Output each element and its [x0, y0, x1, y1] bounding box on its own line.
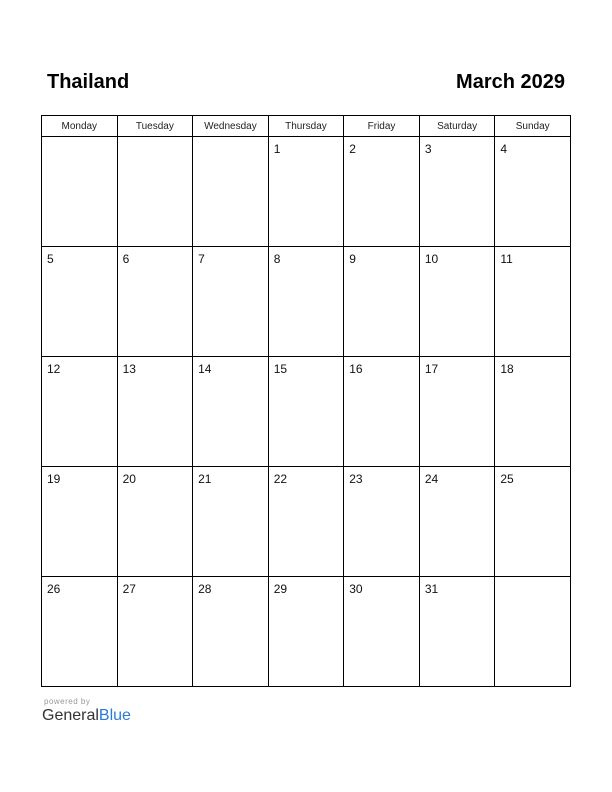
day-cell: [495, 467, 571, 577]
day-number: 24: [424, 472, 439, 486]
day-number: 8: [273, 252, 281, 266]
day-number: [118, 137, 193, 142]
generalblue-logo: [42, 707, 131, 725]
logo-text-blue: Blue: [98, 707, 131, 724]
day-number: 29: [273, 582, 288, 596]
powered-by-text: powered by: [44, 697, 91, 706]
day-cell: [268, 137, 344, 247]
month-year-title: March 2029: [456, 71, 565, 93]
weekday-thursday: Thursday: [268, 116, 344, 137]
calendar-grid: [41, 115, 571, 687]
day-cell: [268, 247, 344, 357]
day-number: [495, 577, 570, 582]
day-cell: [42, 137, 118, 247]
day-number: 28: [198, 582, 212, 596]
day-cell: [419, 247, 495, 357]
day-cell: [344, 357, 420, 467]
day-cell: [419, 137, 495, 247]
day-cell: [344, 577, 420, 687]
weekday-header-row: [42, 116, 571, 137]
day-number: 25: [500, 472, 514, 486]
day-number: [193, 137, 268, 142]
logo-text-general: General: [42, 707, 99, 724]
day-cell: [193, 137, 269, 247]
day-cell: [193, 467, 269, 577]
week-row-4: [42, 467, 571, 577]
weekday-wednesday: Wednesday: [193, 116, 269, 137]
weekday-saturday: Saturday: [419, 116, 495, 137]
day-cell: [268, 467, 344, 577]
day-cell: [419, 467, 495, 577]
day-number: 20: [122, 472, 136, 486]
day-number: 1: [273, 142, 281, 156]
day-cell: [117, 467, 193, 577]
day-number: 5: [47, 252, 54, 266]
day-number: 12: [47, 362, 61, 376]
day-number: 3: [424, 142, 432, 156]
day-number: 18: [500, 362, 514, 376]
day-number: 21: [198, 472, 212, 486]
day-number: 22: [273, 472, 288, 486]
weekday-sunday: Sunday: [495, 116, 571, 137]
day-number: 23: [349, 472, 363, 486]
day-number: 19: [47, 472, 61, 486]
week-row-2: [42, 247, 571, 357]
day-number: 7: [198, 252, 205, 266]
weekday-monday: Monday: [42, 116, 118, 137]
day-number: 17: [424, 362, 439, 376]
day-number: 13: [122, 362, 136, 376]
footer-branding: [42, 697, 131, 725]
day-cell: [268, 357, 344, 467]
day-number: 9: [349, 252, 356, 266]
day-cell: [117, 577, 193, 687]
day-cell: [419, 577, 495, 687]
day-number: 6: [122, 252, 130, 266]
day-number: [42, 137, 117, 142]
day-cell: [268, 577, 344, 687]
week-row-3: [42, 357, 571, 467]
day-cell: [42, 467, 118, 577]
day-number: 11: [500, 252, 513, 266]
day-number: 15: [273, 362, 288, 376]
day-cell: [117, 357, 193, 467]
day-cell: [495, 577, 571, 687]
day-number: 2: [349, 142, 356, 156]
day-cell: [193, 357, 269, 467]
day-cell: [42, 357, 118, 467]
week-row-5: [42, 577, 571, 687]
day-cell: [193, 577, 269, 687]
day-number: 31: [424, 582, 439, 596]
day-number: 4: [500, 142, 508, 156]
country-title: Thailand: [47, 71, 130, 93]
day-number: 26: [47, 582, 61, 596]
day-cell: [117, 247, 193, 357]
weekday-friday: Friday: [344, 116, 420, 137]
day-cell: [495, 137, 571, 247]
day-cell: [42, 577, 118, 687]
day-cell: [344, 247, 420, 357]
day-cell: [117, 137, 193, 247]
day-cell: [419, 357, 495, 467]
day-cell: [344, 137, 420, 247]
day-number: 16: [349, 362, 363, 376]
day-number: 10: [424, 252, 439, 266]
day-cell: [495, 357, 571, 467]
day-cell: [193, 247, 269, 357]
day-number: 14: [198, 362, 212, 376]
day-number: 30: [349, 582, 363, 596]
day-cell: [42, 247, 118, 357]
week-row-1: [42, 137, 571, 247]
day-cell: [344, 467, 420, 577]
day-cell: [495, 247, 571, 357]
weekday-tuesday: Tuesday: [117, 116, 193, 137]
day-number: 27: [122, 582, 136, 596]
